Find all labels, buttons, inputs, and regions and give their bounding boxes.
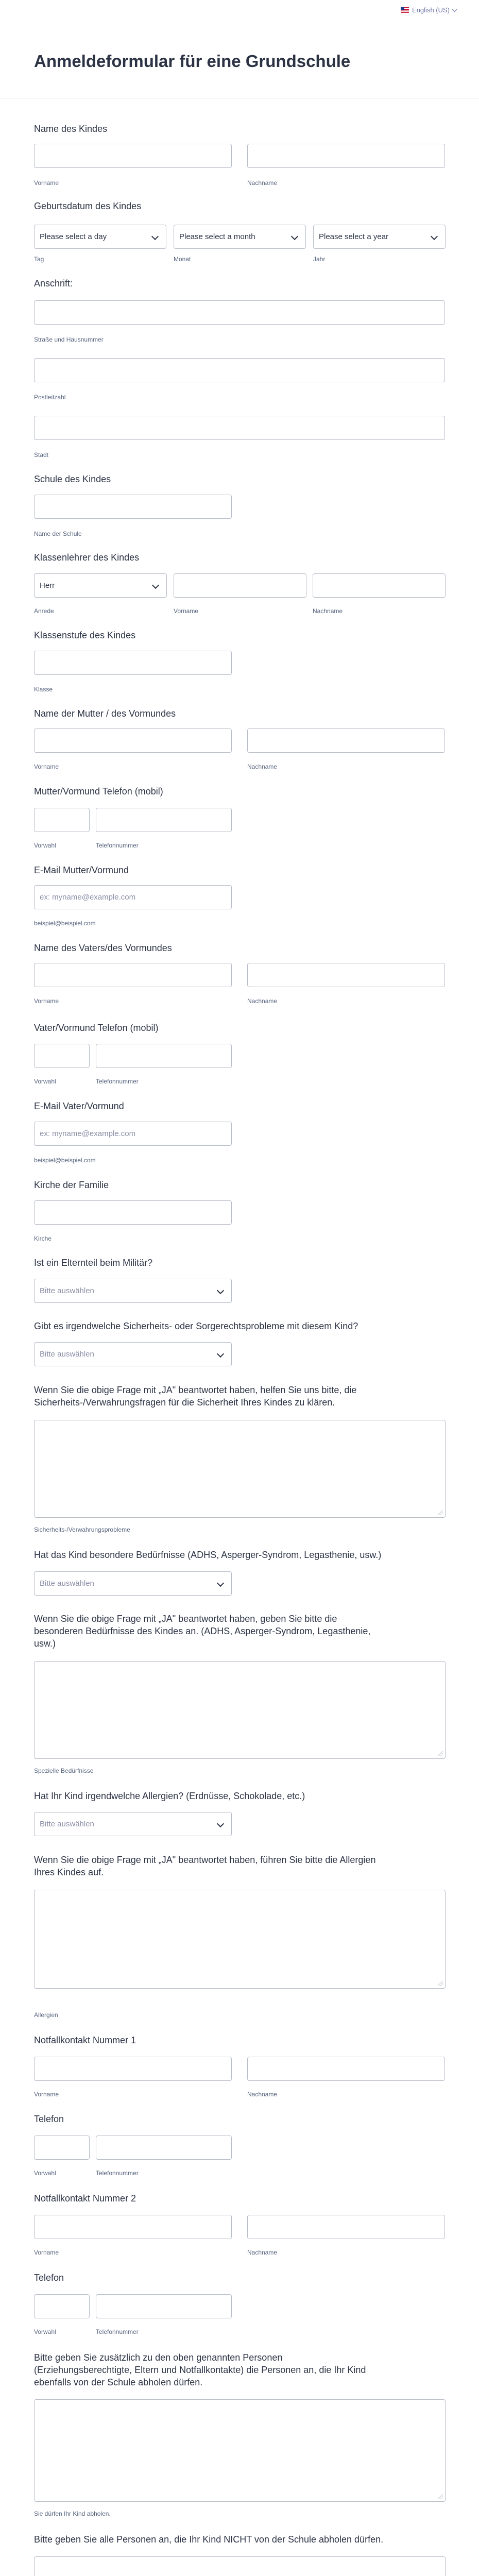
- phone1-number-sublabel: Telefonnummer: [96, 2170, 139, 2177]
- mother-phone-input[interactable]: [96, 808, 232, 832]
- emergency2-label: Notfallkontakt Nummer 2: [34, 2193, 136, 2204]
- custody-detail-textarea[interactable]: [34, 1420, 446, 1518]
- allergy-detail-textarea[interactable]: [34, 1890, 446, 1989]
- birth-day-select[interactable]: Please select a day: [34, 225, 166, 249]
- pickup-label-line1: Bitte geben Sie zusätzlich zu den oben genannten Personen: [34, 2352, 283, 2363]
- birth-month-sublabel: Monat: [174, 256, 191, 263]
- birthdate-label: Geburtsdatum des Kindes: [34, 201, 142, 211]
- teacher-label: Klassenlehrer des Kindes: [34, 552, 140, 563]
- language-label: English (US): [412, 6, 450, 14]
- pickup-sublabel: Sie dürfen Ihr Kind abholen.: [34, 2510, 111, 2517]
- special-detail-textarea[interactable]: [34, 1661, 446, 1759]
- special-needs-label: Hat das Kind besondere Bedürfnisse (ADHS, Asperger-Syndrom, Legasthenie, usw.): [34, 1550, 382, 1560]
- special-detail-sublabel: Spezielle Bedürfnisse: [34, 1767, 94, 1774]
- phone1-number-input[interactable]: [96, 2136, 232, 2160]
- phone1-label: Telefon: [34, 2114, 64, 2124]
- special-detail-label-line1: Wenn Sie die obige Frage mit „JA" beantwortet haben, geben Sie bitte die: [34, 1614, 337, 1624]
- allergies-select[interactable]: Bitte auswählen: [34, 1812, 232, 1836]
- language-selector[interactable]: [401, 6, 456, 14]
- special-detail-label-line2: besonderen Bedürfnisse des Kindes an. (ADHS, Asperger-Syndrom, Legasthenie,: [34, 1626, 371, 1636]
- form-title: Anmeldeformular für eine Grundschule: [34, 52, 351, 71]
- teacher-salutation-sublabel: Anrede: [34, 607, 54, 615]
- mother-phone-sublabel: Telefonnummer: [96, 842, 139, 849]
- father-last-name-sublabel: Nachname: [247, 997, 278, 1005]
- emergency2-first-name-input[interactable]: [34, 2215, 232, 2239]
- father-phone-input[interactable]: [96, 1044, 232, 1068]
- teacher-first-name-sublabel: Vorname: [174, 607, 199, 615]
- no-pickup-textarea[interactable]: [34, 2556, 446, 2576]
- father-area-code-input[interactable]: [34, 1044, 90, 1068]
- pickup-label-line2: (Erziehungsberechtigte, Eltern und Notfallkontakte) die Personen an, die Ihr Kind: [34, 2365, 366, 2375]
- child-last-name-input[interactable]: [247, 144, 445, 168]
- pickup-textarea[interactable]: [34, 2399, 446, 2502]
- grade-label: Klassenstufe des Kindes: [34, 630, 136, 640]
- street-sublabel: Straße und Hausnummer: [34, 336, 104, 343]
- school-label: Schule des Kindes: [34, 474, 111, 484]
- emergency1-first-name-sublabel: Vorname: [34, 2091, 59, 2098]
- school-input[interactable]: [34, 495, 232, 519]
- birth-year-sublabel: Jahr: [313, 256, 326, 263]
- special-detail-label-line3: usw.): [34, 1638, 56, 1649]
- birth-day-sublabel: Tag: [34, 256, 44, 263]
- phone1-area-code-input[interactable]: [34, 2136, 90, 2160]
- father-email-label: E-Mail Vater/Vormund: [34, 1101, 124, 1111]
- mother-email-sublabel: beispiel@beispiel.com: [34, 920, 96, 927]
- father-last-name-input[interactable]: [247, 963, 445, 987]
- city-input[interactable]: [34, 416, 445, 440]
- mother-first-name-input[interactable]: [34, 728, 232, 753]
- allergies-label: Hat Ihr Kind irgendwelche Allergien? (Erdnüsse, Schokolade, etc.): [34, 1791, 305, 1801]
- child-last-name-sublabel: Nachname: [247, 179, 278, 187]
- custody-label: Gibt es irgendwelche Sicherheits- oder Sorgerechtsprobleme mit diesem Kind?: [34, 1321, 358, 1331]
- emergency1-label: Notfallkontakt Nummer 1: [34, 2035, 136, 2045]
- military-select[interactable]: Bitte auswählen: [34, 1279, 232, 1303]
- mother-area-code-sublabel: Vorwahl: [34, 842, 56, 849]
- father-email-input[interactable]: ex: myname@example.com: [34, 1122, 232, 1146]
- phone2-label: Telefon: [34, 2273, 64, 2283]
- resize-grip-icon[interactable]: [438, 1981, 443, 1986]
- teacher-first-name-input[interactable]: [174, 573, 306, 598]
- custody-detail-sublabel: Sicherheits-/Verwahrungsprobleme: [34, 1526, 130, 1533]
- emergency1-last-name-sublabel: Nachname: [247, 2091, 278, 2098]
- father-email-sublabel: beispiel@beispiel.com: [34, 1157, 96, 1164]
- birth-month-select[interactable]: Please select a month: [174, 225, 306, 249]
- church-label: Kirche der Familie: [34, 1180, 109, 1190]
- address-label: Anschrift:: [34, 278, 73, 289]
- phone2-area-code-input[interactable]: [34, 2294, 90, 2318]
- mother-last-name-sublabel: Nachname: [247, 763, 278, 770]
- mother-email-input[interactable]: ex: myname@example.com: [34, 885, 232, 909]
- special-needs-select[interactable]: Bitte auswählen: [34, 1571, 232, 1596]
- custody-detail-label-line2: Sicherheits-/Verwahrungsfragen für die Sicherheit Ihres Kindes zu klären.: [34, 1397, 335, 1408]
- mother-first-name-sublabel: Vorname: [34, 763, 59, 770]
- mother-email-label: E-Mail Mutter/Vormund: [34, 865, 129, 875]
- resize-grip-icon[interactable]: [438, 1751, 443, 1756]
- allergy-detail-label-line2: Ihres Kindes auf.: [34, 1867, 104, 1877]
- phone2-number-sublabel: Telefonnummer: [96, 2328, 139, 2335]
- custody-select[interactable]: Bitte auswählen: [34, 1342, 232, 1366]
- allergy-detail-label-line1: Wenn Sie die obige Frage mit „JA" beantwortet haben, führen Sie bitte die Allergien: [34, 1855, 376, 1865]
- father-area-code-sublabel: Vorwahl: [34, 1078, 56, 1085]
- school-sublabel: Name der Schule: [34, 530, 82, 537]
- mother-name-label: Name der Mutter / des Vormundes: [34, 708, 176, 719]
- teacher-last-name-sublabel: Nachname: [313, 607, 343, 615]
- allergy-detail-sublabel: Allergien: [34, 2011, 58, 2019]
- father-first-name-input[interactable]: [34, 963, 232, 987]
- birth-year-select[interactable]: Please select a year: [313, 225, 446, 249]
- emergency2-first-name-sublabel: Vorname: [34, 2249, 59, 2256]
- phone1-area-code-sublabel: Vorwahl: [34, 2170, 56, 2177]
- mother-last-name-input[interactable]: [247, 728, 445, 753]
- father-first-name-sublabel: Vorname: [34, 997, 59, 1005]
- emergency1-first-name-input[interactable]: [34, 2057, 232, 2081]
- resize-grip-icon[interactable]: [438, 1510, 443, 1515]
- phone2-number-input[interactable]: [96, 2294, 232, 2318]
- child-first-name-sublabel: Vorname: [34, 179, 59, 187]
- zip-sublabel: Postleitzahl: [34, 394, 66, 401]
- custody-detail-label-line1: Wenn Sie die obige Frage mit „JA" beantwortet haben, helfen Sie uns bitte, die: [34, 1385, 357, 1395]
- emergency1-last-name-input[interactable]: [247, 2057, 445, 2081]
- pickup-label-line3: ebenfalls von der Schule abholen dürfen.: [34, 2377, 203, 2387]
- chevron-down-icon: [452, 7, 457, 12]
- street-input[interactable]: [34, 300, 445, 325]
- zip-input[interactable]: [34, 358, 445, 382]
- father-phone-label: Vater/Vormund Telefon (mobil): [34, 1023, 159, 1033]
- teacher-last-name-input[interactable]: [313, 573, 446, 598]
- teacher-salutation-select[interactable]: Herr: [34, 573, 167, 598]
- military-label: Ist ein Elternteil beim Militär?: [34, 1258, 153, 1268]
- father-phone-sublabel: Telefonnummer: [96, 1078, 139, 1085]
- church-sublabel: Kirche: [34, 1235, 52, 1242]
- us-flag-icon: [401, 7, 409, 13]
- resize-grip-icon[interactable]: [438, 2494, 443, 2499]
- no-pickup-label: Bitte geben Sie alle Personen an, die Ihr Kind NICHT von der Schule abholen dürfen.: [34, 2534, 384, 2545]
- mother-area-code-input[interactable]: [34, 808, 90, 832]
- child-name-label: Name des Kindes: [34, 124, 108, 134]
- city-sublabel: Stadt: [34, 451, 49, 459]
- phone2-area-code-sublabel: Vorwahl: [34, 2328, 56, 2335]
- emergency2-last-name-input[interactable]: [247, 2215, 445, 2239]
- emergency2-last-name-sublabel: Nachname: [247, 2249, 278, 2256]
- mother-phone-label: Mutter/Vormund Telefon (mobil): [34, 786, 163, 796]
- child-first-name-input[interactable]: [34, 144, 232, 168]
- church-input[interactable]: [34, 1200, 232, 1225]
- grade-sublabel: Klasse: [34, 686, 53, 693]
- grade-input[interactable]: [34, 651, 232, 675]
- father-name-label: Name des Vaters/des Vormundes: [34, 943, 172, 953]
